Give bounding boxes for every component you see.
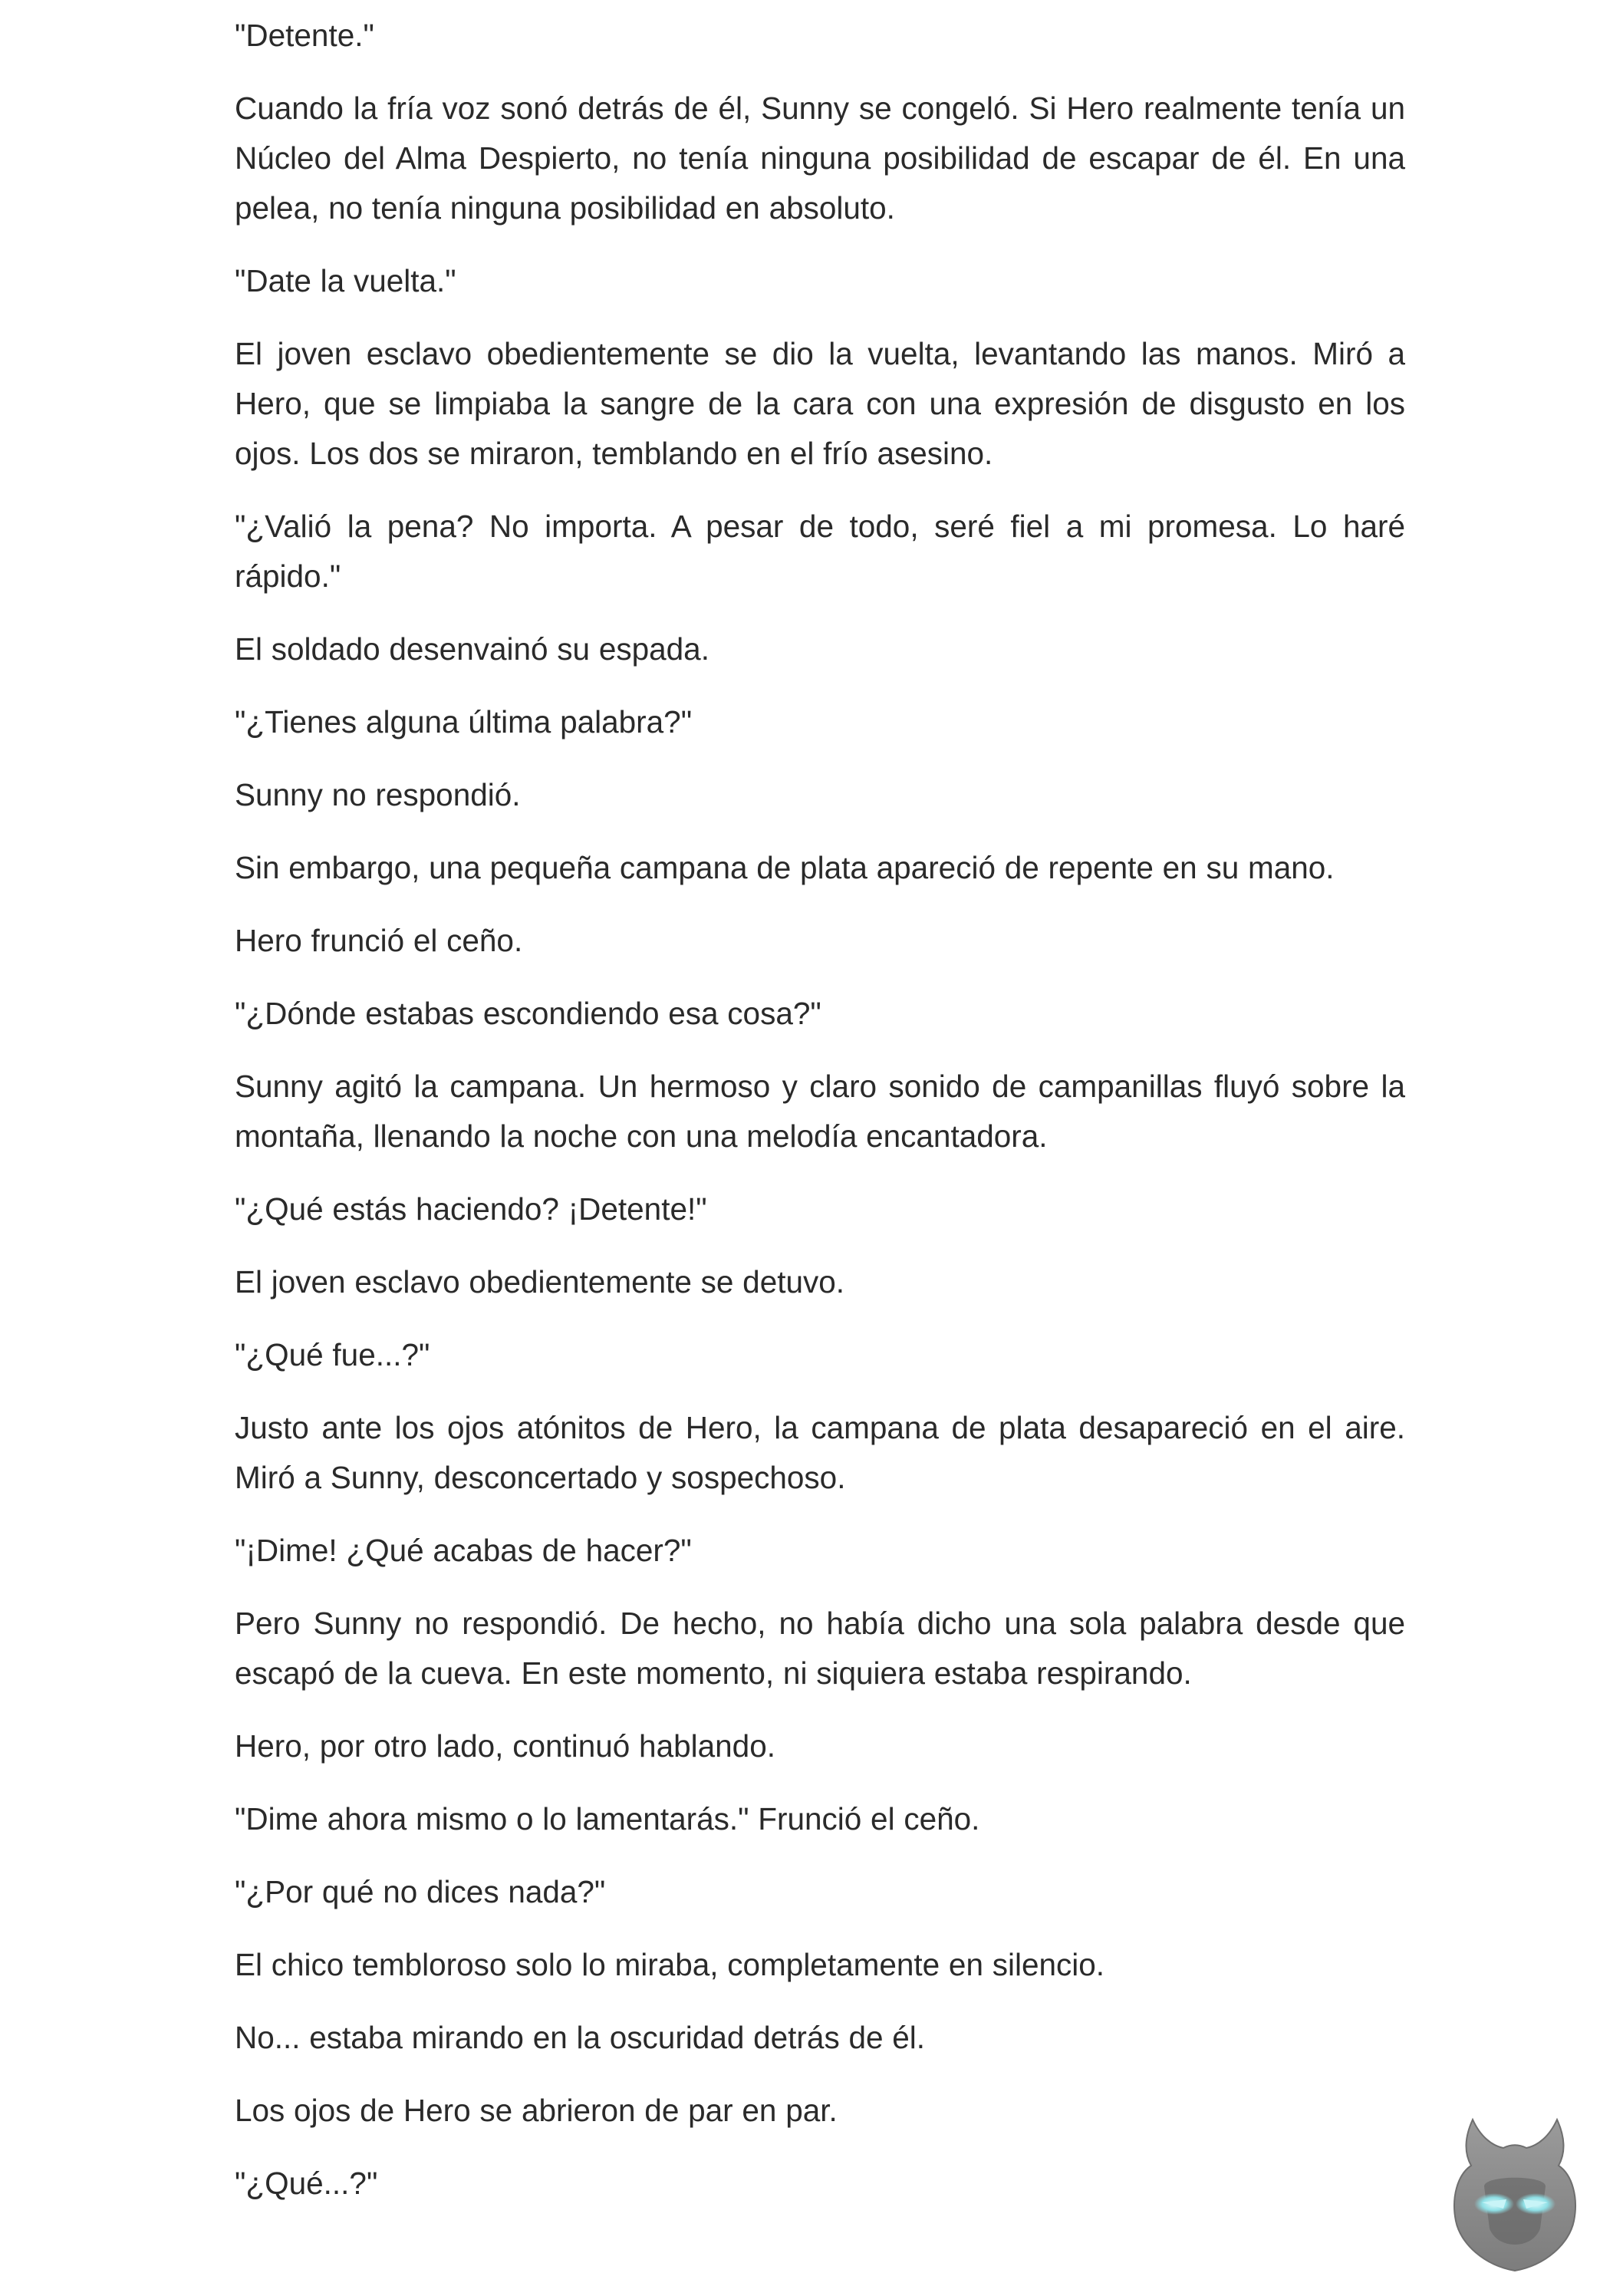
paragraph: Sunny no respondió.	[235, 777, 521, 812]
paragraph: Hero, por otro lado, continuó hablando.	[235, 1728, 775, 1764]
paragraph: Cuando la fría voz sonó detrás de él, Sunny se congeló. Si Hero realmente tenía un Núcleo del Alma Despierto, no tenía ninguna posibilidad de escapar de él. En una pelea, no tenía ninguna posibilidad en absoluto.	[235, 91, 1405, 226]
paragraph: "¿Qué...?"	[235, 2166, 378, 2201]
paragraph: Sin embargo, una pequeña campana de plata apareció de repente en su mano.	[235, 850, 1335, 885]
paragraph: Sunny agitó la campana. Un hermoso y claro sonido de campanillas fluyó sobre la montaña, llenando la noche con una melodía encantadora.	[235, 1069, 1405, 1154]
paragraph: El chico tembloroso solo lo miraba, completamente en silencio.	[235, 1947, 1105, 1982]
paragraph: "¿Qué fue...?"	[235, 1337, 430, 1372]
paragraph: El soldado desenvainó su espada.	[235, 631, 709, 667]
paragraph: El joven esclavo obedientemente se dio la vuelta, levantando las manos. Miró a Hero, que se limpiaba la sangre de la cara con una expresión de disgusto en los ojos. Los dos se miraron, temblando en el frío asesino.	[235, 336, 1405, 471]
paragraph: "¿Valió la pena? No importa. A pesar de todo, seré fiel a mi promesa. Lo haré rápido."	[235, 509, 1405, 594]
paragraph: Hero frunció el ceño.	[235, 923, 523, 958]
paragraph: El joven esclavo obedientemente se detuvo.	[235, 1264, 845, 1300]
demon-head-icon	[1442, 2113, 1588, 2275]
paragraph: Justo ante los ojos atónitos de Hero, la campana de plata desapareció en el aire. Miró a Sunny, desconcertado y sospechoso.	[235, 1410, 1405, 1495]
paragraph: "¿Por qué no dices nada?"	[235, 1874, 606, 1909]
paragraph: "¿Qué estás haciendo? ¡Detente!"	[235, 1191, 707, 1227]
paragraph: "Dime ahora mismo o lo lamentarás." Frunció el ceño.	[235, 1801, 980, 1836]
paragraph: Los ojos de Hero se abrieron de par en par.	[235, 2093, 838, 2128]
paragraph: "¿Dónde estabas escondiendo esa cosa?"	[235, 996, 821, 1031]
paragraph: "¡Dime! ¿Qué acabas de hacer?"	[235, 1533, 692, 1568]
paragraph: "Date la vuelta."	[235, 263, 456, 298]
paragraph: "Detente."	[235, 18, 374, 53]
paragraph: Pero Sunny no respondió. De hecho, no había dicho una sola palabra desde que escapó de la cueva. En este momento, ni siquiera estaba respirando.	[235, 1606, 1405, 1691]
document-body	[235, 11, 1405, 2232]
paragraph: No... estaba mirando en la oscuridad detrás de él.	[235, 2020, 926, 2055]
paragraph: "¿Tienes alguna última palabra?"	[235, 704, 693, 740]
